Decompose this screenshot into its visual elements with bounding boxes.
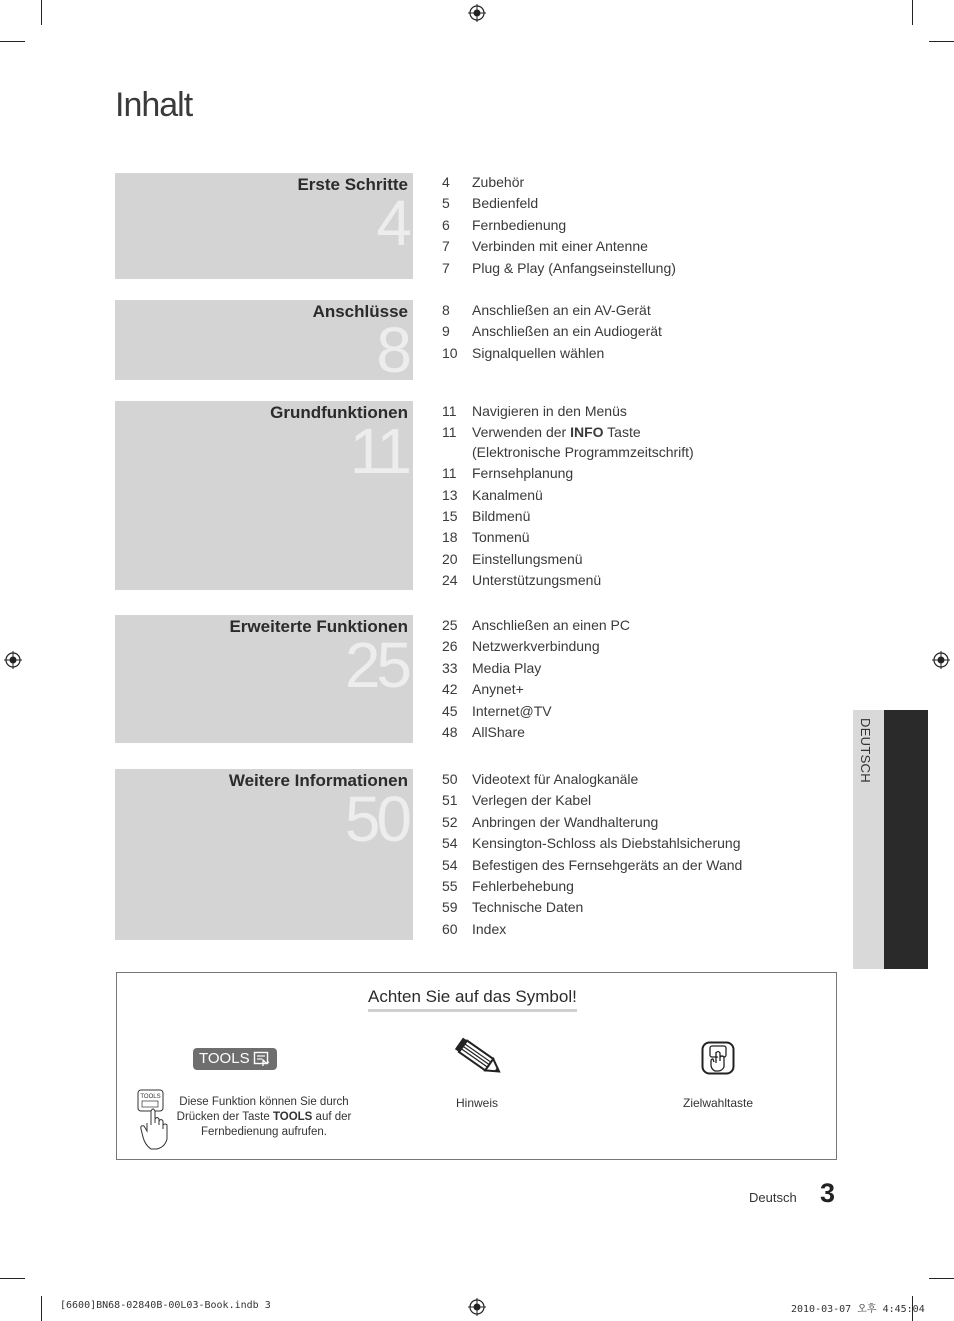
- toc-item-label: [472, 422, 840, 463]
- toc-page-number: 6: [442, 216, 450, 233]
- section-start-page: 50: [344, 783, 408, 855]
- toc-item-label: Videotext für Analogkanäle: [472, 771, 639, 787]
- section-start-page: 11: [349, 415, 408, 487]
- toc-page-number: 51: [442, 792, 458, 809]
- toc-item[interactable]: [440, 506, 840, 527]
- footer-page-number: 3: [820, 1178, 836, 1208]
- toc-item[interactable]: [440, 722, 840, 743]
- toc-item[interactable]: [440, 615, 840, 636]
- toc-page-number: 48: [442, 724, 458, 741]
- toc-item-label: Fehlerbehebung: [472, 878, 574, 895]
- toc-item[interactable]: [440, 876, 840, 897]
- note-caption: Hinweis: [455, 1096, 498, 1110]
- section-title: Weitere Informationen: [228, 771, 408, 790]
- side-tab-light-strip: [853, 710, 884, 969]
- tools-badge: [193, 1048, 277, 1070]
- toc-item-label: Unterstützungsmenü: [472, 572, 602, 589]
- toc-list-weitere-informationen: [440, 769, 840, 940]
- toc-page-number: 50: [442, 771, 458, 787]
- symbol-legend-box: [116, 972, 837, 1160]
- toc-item-label: Bedienfeld: [472, 195, 539, 212]
- toc-page-number: 52: [442, 813, 458, 830]
- pencil-icon: [451, 1037, 505, 1079]
- tools-caption-line2b: auf der: [312, 1111, 352, 1123]
- toc-item-label: Anschließen an ein Audiogerät: [472, 323, 662, 340]
- toc-item-label: Internet@TV: [472, 702, 552, 719]
- toc-page-number: 11: [442, 424, 457, 441]
- toc-item[interactable]: [440, 258, 840, 279]
- toc-item-label: Anschließen an einen PC: [472, 617, 630, 633]
- section-start-page: 25: [344, 629, 408, 701]
- toc-list-anschluesse: [440, 300, 840, 364]
- section-box-grundfunktionen: [115, 401, 413, 590]
- toc-item[interactable]: [440, 769, 840, 790]
- footer-language: Deutsch: [749, 1190, 797, 1205]
- toc-item[interactable]: [440, 193, 840, 214]
- toc-item[interactable]: [440, 701, 840, 722]
- toc-item-label: Anbringen der Wandhalterung: [472, 813, 659, 830]
- print-timestamp: 2010-03-07 오후 4:45:04: [791, 1304, 925, 1315]
- toc-page-number: 7: [442, 259, 450, 276]
- crop-mark: [41, 1296, 42, 1321]
- toc-item-label: Kanalmenü: [472, 486, 543, 503]
- toc-page-number: 4: [442, 174, 450, 190]
- tools-caption-line1: Diese Funktion können Sie durch: [179, 1096, 349, 1108]
- toc-page-number: 42: [442, 681, 458, 698]
- crop-mark: [929, 41, 954, 42]
- toc-page-number: 26: [442, 638, 458, 655]
- crop-mark: [0, 41, 25, 42]
- toc-item[interactable]: [440, 463, 840, 484]
- section-box-anschluesse: [115, 300, 413, 380]
- toc-item[interactable]: [440, 215, 840, 236]
- side-tab-dark-strip: [884, 710, 928, 969]
- toc-item-label: Tonmenü: [472, 529, 530, 546]
- hand-remote-label: TOOLS: [140, 1094, 161, 1100]
- toc-page-number: 18: [442, 529, 458, 546]
- toc-item[interactable]: [440, 636, 840, 657]
- toc-page-number: 10: [442, 344, 458, 361]
- toc-item-label: Anschließen an ein AV-Gerät: [472, 302, 651, 318]
- page-title: Inhalt: [115, 86, 193, 124]
- toc-page-number: 20: [442, 550, 458, 567]
- section-box-erweiterte-funktionen: [115, 615, 413, 743]
- toc-page-number: 45: [442, 702, 458, 719]
- tools-caption-key: TOOLS: [272, 1111, 313, 1123]
- crop-mark: [0, 1278, 25, 1279]
- toc-item-label: Zubehör: [472, 174, 525, 190]
- tools-badge-label: TOOLS: [199, 1050, 250, 1067]
- toc-item-label: AllShare: [472, 724, 525, 741]
- toc-item-label: Navigieren in den Menüs: [472, 403, 627, 419]
- toc-page-number: 59: [442, 899, 458, 916]
- toc-item[interactable]: [440, 812, 840, 833]
- toc-item-label: Netzwerkverbindung: [472, 638, 600, 655]
- toc-item[interactable]: [440, 527, 840, 548]
- toc-item-label: Bildmenü: [472, 508, 531, 525]
- toc-item-label: Media Play: [472, 659, 542, 676]
- toc-item[interactable]: [440, 855, 840, 876]
- toc-item-label: Anynet+: [472, 681, 524, 698]
- section-title: Erste Schritte: [297, 175, 408, 194]
- tools-caption: [169, 1095, 359, 1140]
- registration-mark-icon: [4, 651, 22, 669]
- toc-page-number: 60: [442, 920, 458, 937]
- toc-page-number: 8: [442, 302, 450, 318]
- toc-item-label: Fernsehplanung: [472, 465, 574, 482]
- section-start-page: 4: [376, 187, 408, 259]
- crop-mark: [929, 1278, 954, 1279]
- toc-item[interactable]: [440, 833, 840, 854]
- toc-item[interactable]: [440, 321, 840, 342]
- toc-page-number: 9: [442, 323, 450, 340]
- toc-item-label-part: Verwenden der: [472, 424, 571, 441]
- tools-caption-line3: Fernbedienung aufrufen.: [201, 1126, 327, 1138]
- finger-button-icon: [701, 1041, 735, 1075]
- toc-item[interactable]: [440, 422, 840, 463]
- section-start-page: 8: [376, 314, 408, 380]
- toc-page-number: 54: [442, 835, 458, 852]
- toc-page-number: 11: [442, 403, 457, 419]
- print-file-name: [6600]BN68-02840B-00L03-Book.indb 3: [60, 1300, 271, 1311]
- toc-item-label: Verlegen der Kabel: [472, 792, 592, 809]
- crop-mark: [41, 0, 42, 25]
- toc-item-label: Fernbedienung: [472, 216, 567, 233]
- toc-page-number: 7: [442, 238, 450, 255]
- toc-item[interactable]: [440, 172, 840, 193]
- section-box-erste-schritte: [115, 173, 413, 279]
- toc-item-label: Befestigen des Fernsehgeräts an der Wand: [472, 856, 743, 873]
- toc-item-label: Kensington-Schloss als Diebstahlsicherung: [472, 835, 741, 852]
- toc-list-grundfunktionen: [440, 401, 840, 592]
- toc-item-label-line2: (Elektronische Programmzeitschrift): [472, 443, 694, 460]
- registration-mark-icon: [468, 1298, 486, 1316]
- toc-page-number: 15: [442, 508, 458, 525]
- toc-page-number: 33: [442, 659, 458, 676]
- crop-mark: [912, 0, 913, 25]
- toc-item-label: Index: [472, 920, 507, 937]
- toc-item[interactable]: [440, 679, 840, 700]
- toc-item[interactable]: [440, 658, 840, 679]
- toc-page-number: 24: [442, 572, 458, 589]
- info-key-label: INFO: [570, 424, 604, 441]
- toc-item[interactable]: [440, 343, 840, 364]
- toc-item[interactable]: [440, 401, 840, 422]
- toc-item[interactable]: [440, 300, 840, 321]
- toc-item-label: Einstellungsmenü: [472, 550, 583, 567]
- toc-item-label: Signalquellen wählen: [472, 344, 605, 361]
- language-side-tab: [853, 710, 928, 969]
- tools-caption-line2a: Drücken der Taste: [176, 1111, 273, 1123]
- toc-item-label: Technische Daten: [472, 899, 584, 916]
- side-tab-label: DEUTSCH: [858, 718, 873, 783]
- toc-page-number: 11: [442, 465, 457, 482]
- symbol-legend-heading: Achten Sie auf das Symbol!: [368, 987, 577, 1012]
- toc-item-label: Verbinden mit einer Antenne: [472, 238, 648, 255]
- toc-page-number: 55: [442, 878, 458, 895]
- toc-item-label-part: Taste: [603, 424, 641, 441]
- tools-icon: [253, 1051, 271, 1067]
- toc-item[interactable]: [440, 236, 840, 257]
- toc-item[interactable]: [440, 570, 840, 591]
- toc-page-number: 54: [442, 856, 458, 873]
- toc-page-number: 13: [442, 486, 458, 503]
- onetouch-caption: Zielwahltaste: [682, 1096, 754, 1110]
- registration-mark-icon: [932, 651, 950, 669]
- registration-mark-icon: [468, 4, 486, 22]
- toc-item[interactable]: [440, 549, 840, 570]
- toc-page-number: 25: [442, 617, 458, 633]
- section-title: Grundfunktionen: [270, 403, 408, 422]
- toc-item[interactable]: [440, 897, 840, 918]
- toc-item-label: Plug & Play (Anfangseinstellung): [472, 259, 676, 276]
- toc-list-erste-schritte: [440, 172, 840, 279]
- toc-item[interactable]: [440, 485, 840, 506]
- toc-list-erweiterte-funktionen: [440, 615, 840, 743]
- toc-item[interactable]: [440, 919, 840, 940]
- section-title: Erweiterte Funktionen: [229, 617, 408, 636]
- toc-page-number: 5: [442, 195, 450, 212]
- section-box-weitere-informationen: [115, 769, 413, 940]
- toc-item[interactable]: [440, 790, 840, 811]
- section-title: Anschlüsse: [312, 302, 408, 321]
